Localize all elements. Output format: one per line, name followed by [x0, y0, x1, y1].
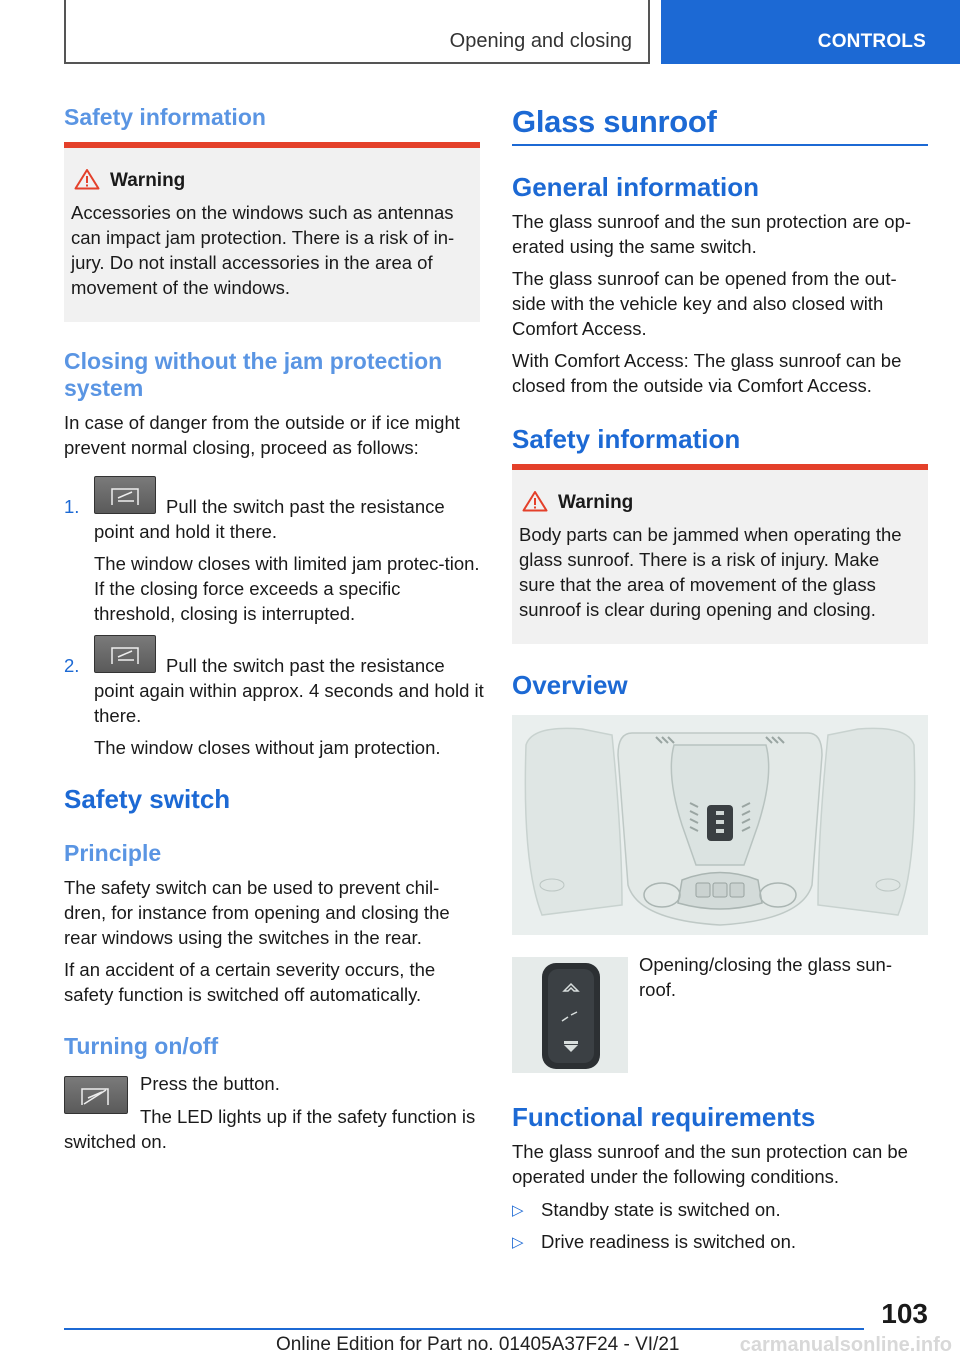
bullet-triangle-icon: ▷: [512, 1202, 524, 1219]
warning-triangle-icon: [522, 490, 548, 512]
warning-title: Warning: [110, 170, 186, 191]
step-number: 2.: [64, 655, 80, 676]
principle-text-1: The safety switch can be used to prevent chil-dren, for instance from opening and closing the rear windows using the switches in the rear.: [64, 877, 450, 948]
closing-without-jam-heading: Closing without the jam protection system: [64, 348, 443, 401]
overhead-console-image: [512, 715, 928, 935]
header-tab-controls[interactable]: [661, 0, 960, 64]
warning-text: Accessories on the windows such as antennas can impact jam protection. There is a risk of in-jury. Do not install accessories in the area of movement of the windows.: [71, 202, 455, 298]
sunroof-switch-image: [512, 957, 628, 1073]
functional-text: The glass sunroof and the sun protection can be operated under the following conditions.: [512, 1141, 908, 1187]
warning-box-sunroof: [512, 464, 928, 644]
general-information-heading: General information: [512, 172, 760, 202]
header-box: [64, 0, 650, 64]
general-text-2: The glass sunroof can be opened from the out-side with the vehicle key and also closed with Comfort Access.: [512, 268, 897, 339]
bullet-item: Standby state is switched on.: [541, 1199, 781, 1220]
overview-caption: Opening/closing the glass sun-roof.: [639, 954, 892, 1000]
step-2-text: Pull the switch past the resistance point again within approx. 4 seconds and hold it there.: [94, 655, 484, 726]
principle-text-2: If an accident of a certain severity occurs, the safety function is switched off automatically.: [64, 959, 436, 1005]
footer-edition: Online Edition for Part no. 01405A37F24 - VI/21: [276, 1334, 680, 1355]
watermark: carmanualsonline.info: [739, 1334, 952, 1356]
header-section-title: Opening and closing: [449, 30, 632, 52]
page-number: 103: [881, 1298, 928, 1329]
footer-rule: [64, 1328, 864, 1330]
overview-heading: Overview: [512, 670, 628, 700]
warning-triangle-icon: [74, 168, 100, 190]
warning-text: Body parts can be jammed when operating the glass sunroof. There is a risk of injury. Make sure that the area of movement of the glass sunroof is clear during opening and closing.: [519, 524, 902, 620]
bullet-item: Drive readiness is switched on.: [541, 1231, 796, 1252]
general-text-3: With Comfort Access: The glass sunroof can be closed from the outside via Comfort Access.: [512, 350, 902, 396]
safety-information-heading-right: Safety information: [512, 424, 741, 454]
safety-switch-heading: Safety switch: [64, 784, 231, 814]
closing-intro-text: In case of danger from the outside or if ice might prevent normal closing, proceed as follows:: [64, 412, 460, 458]
step-1-text: Pull the switch past the resistance point and hold it there.: [94, 496, 445, 542]
bullet-triangle-icon: ▷: [512, 1234, 524, 1251]
principle-heading: Principle: [64, 840, 162, 866]
warning-box-windows: [64, 142, 480, 322]
warning-title: Warning: [558, 492, 634, 513]
step-2-subtext: The window closes without jam protection.: [94, 737, 441, 758]
turning-text-1: Press the button.: [140, 1073, 280, 1094]
safety-information-heading: Safety information: [64, 104, 266, 130]
functional-requirements-heading: Functional requirements: [512, 1102, 816, 1132]
header-tab-label: CONTROLS: [817, 31, 926, 52]
glass-sunroof-heading: Glass sunroof: [512, 104, 717, 139]
step-1-subtext: The window closes with limited jam protec-tion. If the closing force exceeds a specific threshold, closing is interrupted.: [94, 553, 480, 624]
general-text-1: The glass sunroof and the sun protection are op-erated using the same switch.: [512, 211, 912, 257]
turning-text-2: The LED lights up if the safety function is switched on.: [64, 1106, 476, 1152]
turning-on-off-heading: Turning on/off: [64, 1033, 219, 1059]
step-number: 1.: [64, 496, 80, 517]
heading-rule: [512, 144, 928, 146]
